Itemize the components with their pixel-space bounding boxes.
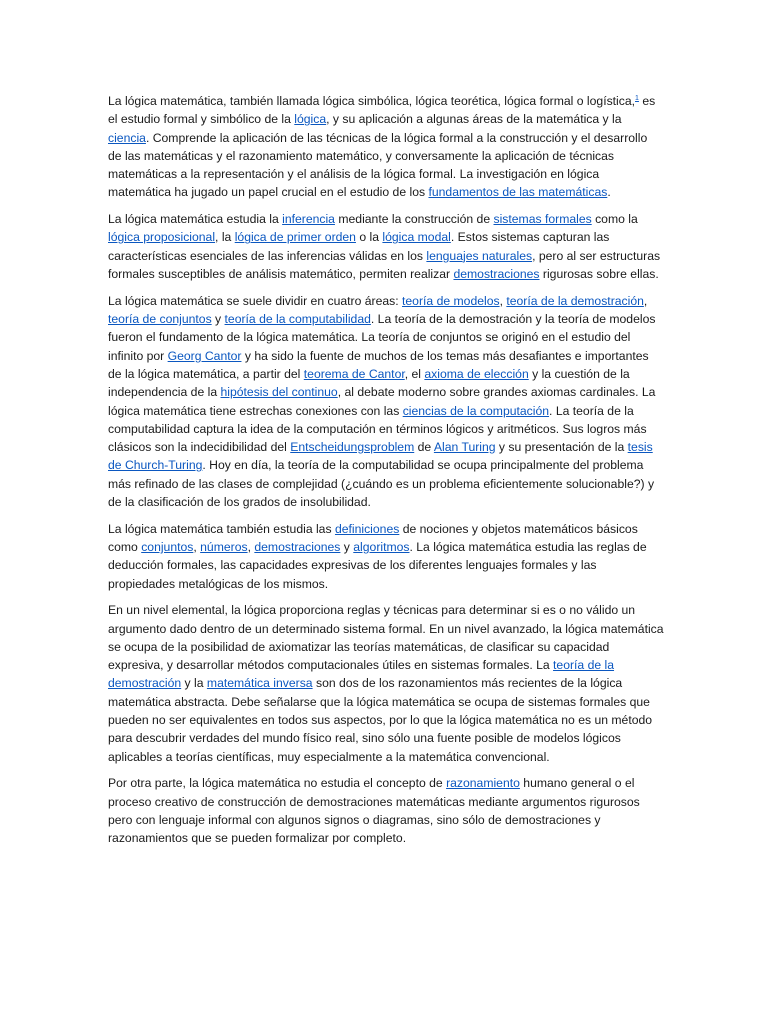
text-run: es el estudio formal y simbólico de la xyxy=(108,94,656,127)
paragraph xyxy=(108,774,664,847)
link-demostraciones[interactable]: demostraciones xyxy=(254,540,341,554)
link-fundamentos-de-las-matematicas[interactable]: fundamentos de las matemáticas xyxy=(428,185,608,200)
text-run: , al debate moderno sobre grandes axiomas cardinales. La lógica matemática tiene estrechas conexiones con las xyxy=(108,385,656,418)
text-run: y la xyxy=(181,676,207,691)
link-teoria-de-la-demostracion[interactable]: teoría de la demostración xyxy=(108,658,615,691)
link-logica-proposicional[interactable]: lógica proposicional xyxy=(108,230,216,245)
text-run: , pero al ser estructuras formales susceptibles de análisis matemático, permiten realizar xyxy=(108,248,661,282)
link-hipotesis-del-continuo[interactable]: hipótesis del continuo xyxy=(220,385,338,400)
link-conjuntos[interactable]: conjuntos xyxy=(141,540,194,554)
link-algoritmos[interactable]: algoritmos xyxy=(353,540,410,554)
text-run: como la xyxy=(591,212,638,227)
link-ciencias-de-la-computacion[interactable]: ciencias de la computación xyxy=(402,403,550,418)
link-teoria-de-conjuntos[interactable]: teoría de conjuntos xyxy=(108,312,212,327)
document-body xyxy=(108,92,664,856)
link-teoria-de-modelos[interactable]: teoría de modelos xyxy=(402,293,500,308)
text-run: . Comprende la aplicación de las técnicas de la lógica formal a la construcción y el desarrollo de las matemáticas y el razonamiento matemático, y conversamente la aplicación de técnicas matemáticas a la representación y el análisis de la lógica formal. La investigación en lógica matemática ha jugado un papel crucial en el estudio de los xyxy=(108,130,648,200)
text-run: . La teoría de la computabilidad captura la idea de la computación en términos lógicos y aritméticos. Sus logros más clásicos son la indecidibilidad del xyxy=(108,403,647,455)
text-run: . xyxy=(607,185,611,200)
text-run: , xyxy=(247,540,255,554)
text-run: La lógica matemática estudia la xyxy=(108,212,283,227)
text-run: , xyxy=(193,540,201,554)
text-run: y xyxy=(340,540,354,554)
link-inferencia[interactable]: inferencia xyxy=(282,212,335,227)
link-demostraciones[interactable]: demostraciones xyxy=(453,267,540,282)
link-teoria-de-la-demostracion[interactable]: teoría de la demostración xyxy=(506,293,644,308)
link-sistemas-formales[interactable]: sistemas formales xyxy=(493,212,592,227)
text-run: y xyxy=(211,312,225,327)
text-run: mediante la construcción de xyxy=(334,212,494,227)
text-run: de xyxy=(414,440,434,455)
link-logica[interactable]: lógica xyxy=(294,112,327,127)
text-run: La lógica matemática se suele dividir en cuatro áreas: xyxy=(108,293,403,308)
link-numeros[interactable]: números xyxy=(200,540,248,554)
text-run: y ha sido la fuente de muchos de los temas más desafiantes e importantes de la lógica matemática, a partir del xyxy=(108,348,649,381)
link-definiciones[interactable]: definiciones xyxy=(334,521,400,536)
text-run: . La teoría de la demostración y la teoría de modelos fueron el fundamento de la lógica matemática. La teoría de conjuntos se originó en el estudio del infinito por xyxy=(108,312,656,363)
paragraph xyxy=(108,520,664,593)
link-georg-cantor[interactable]: Georg Cantor xyxy=(167,348,242,363)
text-run: son dos de los razonamientos más recientes de la lógica matemática abstracta. Debe señalarse que la lógica matemática se ocupa de sistemas formales que pueden no ser equivalentes en todos sus aspectos, por lo que la lógica matemática no es un método para descubrir verdades del mundo físico real, sino sólo una fuente posible de modelos lógicos aplicables a teorías científicas, muy especialmente a la matemática convencional. xyxy=(108,676,653,764)
text-run: Por otra parte, la lógica matemática no estudia el concepto de xyxy=(108,776,447,791)
text-run: . Estos sistemas capturan las características esenciales de las inferencias válidas en los xyxy=(108,230,610,263)
link-entscheidungsproblem[interactable]: Entscheidungsproblem xyxy=(290,440,415,455)
paragraph xyxy=(108,92,664,202)
link-razonamiento[interactable]: razonamiento xyxy=(446,776,520,791)
link-teorema-de-cantor[interactable]: teorema de Cantor xyxy=(303,366,405,381)
text-run: o la xyxy=(355,230,383,245)
link-teoria-de-la-computabilidad[interactable]: teoría de la computabilidad xyxy=(224,312,371,327)
text-run: La lógica matemática, también llamada lógica simbólica, lógica teorética, lógica formal o logística, xyxy=(108,94,636,108)
text-run: . La lógica matemática estudia las reglas de deducción formales, las capacidades expresivas de los diferentes lenguajes formales y las propiedades metalógicas de los mismos. xyxy=(108,540,647,591)
text-run: , la xyxy=(215,230,235,245)
text-run: , xyxy=(499,293,507,308)
link-lenguajes-naturales[interactable]: lenguajes naturales xyxy=(426,248,533,263)
link-ciencia[interactable]: ciencia xyxy=(108,130,146,145)
text-run: En un nivel elemental, la lógica proporciona reglas y técnicas para determinar si es o no válido un argumento dado dentro de un determinado sistema formal. En un nivel avanzado, la lógica matemática se ocupa de la posibilidad de axiomatizar las teorías matemáticas, de clasificar su capacidad expresiva, y desarrollar métodos computacionales útiles en sistemas formales. La xyxy=(108,603,664,673)
text-run: humano general o el proceso creativo de construcción de demostraciones matemáticas mediante argumentos rigurosos pero con lenguaje informal con algunos signos o diagramas, sino sólo de demostraciones y razonamientos que se pueden formalizar por completo. xyxy=(108,776,640,846)
paragraph xyxy=(108,292,664,512)
text-run: La lógica matemática también estudia las xyxy=(108,521,335,536)
link-tesis-de-church-turing[interactable]: tesis de Church-Turing xyxy=(108,440,653,473)
text-run: y la cuestión de la independencia de la xyxy=(108,366,630,400)
text-run: , xyxy=(643,293,648,308)
link-logica-modal[interactable]: lógica modal xyxy=(382,230,451,245)
text-run: . Hoy en día, la teoría de la computabilidad se ocupa principalmente del problema más refinado de las clases de complejidad (¿cuándo es un problema eficientemente solucionable?) y de la clasificación de los grados de insolubilidad. xyxy=(108,458,655,510)
text-run: rigurosas sobre ellas. xyxy=(539,267,659,282)
link-alan-turing[interactable]: Alan Turing xyxy=(433,440,496,455)
link-logica-de-primer-orden[interactable]: lógica de primer orden xyxy=(234,230,356,245)
text-run: y su presentación de la xyxy=(495,440,628,455)
paragraph xyxy=(108,601,664,766)
text-run: , y su aplicación a algunas áreas de la matemática y la xyxy=(326,112,622,127)
text-run: de nociones y objetos matemáticos básicos como xyxy=(108,521,638,554)
paragraph xyxy=(108,210,664,283)
link-matematica-inversa[interactable]: matemática inversa xyxy=(206,676,313,691)
footnote-ref[interactable]: 1 xyxy=(635,94,639,102)
text-run: , el xyxy=(404,366,425,381)
link-axioma-de-eleccion[interactable]: axioma de elección xyxy=(424,366,529,381)
